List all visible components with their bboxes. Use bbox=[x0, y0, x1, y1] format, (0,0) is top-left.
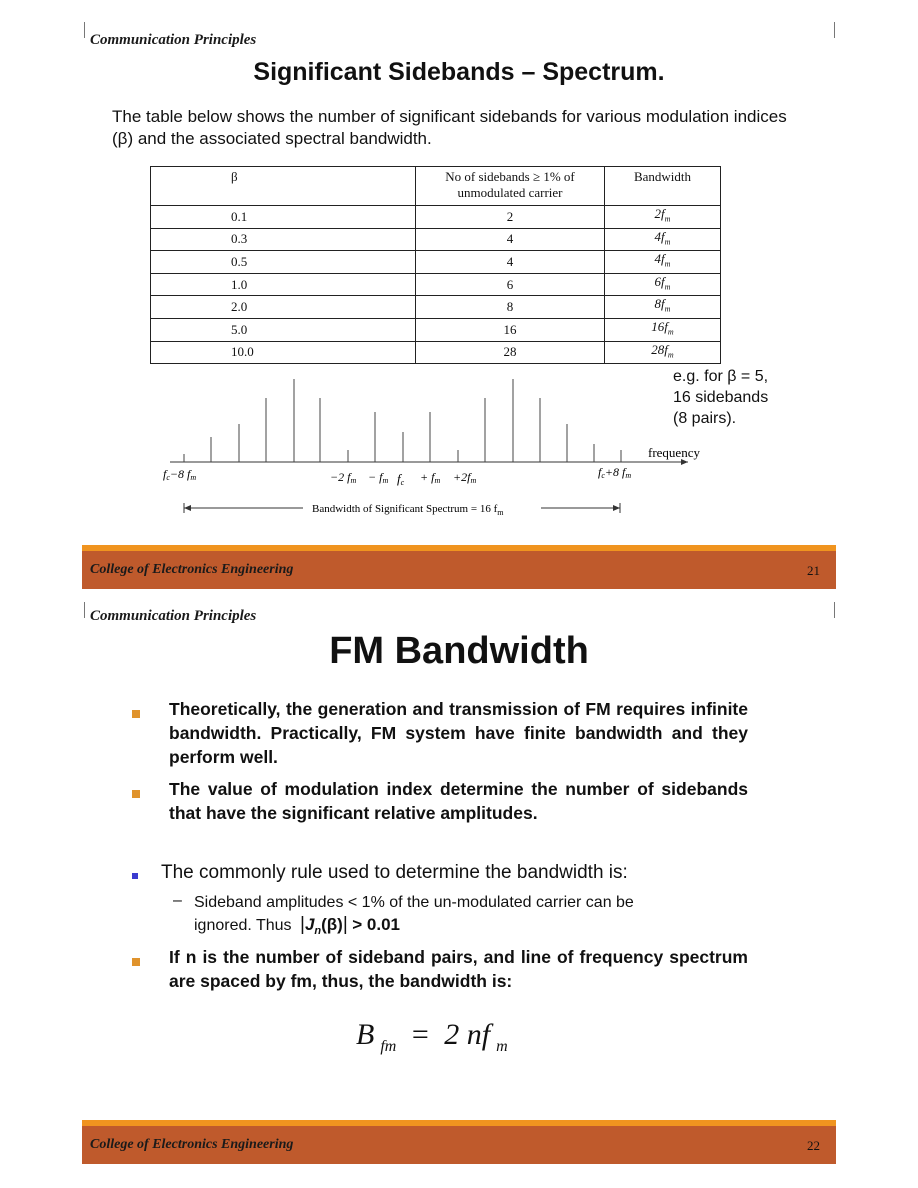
header-bandwidth: Bandwidth bbox=[605, 167, 721, 206]
eq-rhs-sub: m bbox=[496, 1038, 508, 1055]
bessel-subscript: n bbox=[314, 925, 322, 938]
cell-sidebands: 28 bbox=[416, 341, 605, 364]
bandwidth-label: Bandwidth of Significant Spectrum = 16 $f_m$ bbox=[312, 503, 504, 517]
header-corner-left bbox=[84, 602, 85, 618]
abs-bar-right: | bbox=[342, 914, 348, 935]
cell-sidebands: 6 bbox=[416, 273, 605, 296]
bandwidth-value: 4f bbox=[654, 251, 665, 267]
header-sidebands: No of sidebands ≥ 1% of unmodulated carrier bbox=[416, 167, 605, 206]
rule-intro: The commonly rule used to determine the bandwidth is: bbox=[161, 862, 628, 883]
cell-beta: 1.0 bbox=[151, 273, 416, 296]
eq-op: = bbox=[411, 1018, 429, 1051]
note-line: (8 pairs). bbox=[673, 410, 737, 427]
bandwidth-arrow-left-head bbox=[184, 505, 191, 511]
bullet-marker bbox=[132, 867, 146, 881]
header-corner-right bbox=[834, 602, 835, 618]
mid-label-plus1: + fm bbox=[420, 470, 441, 485]
cell-sidebands: 4 bbox=[416, 228, 605, 251]
left-edge-label: fc−8 fm bbox=[163, 467, 197, 482]
page-number: 21 bbox=[807, 563, 820, 578]
footer-college: College of Electronics Engineering bbox=[90, 1137, 294, 1152]
intro-text: The table below shows the number of significant sidebands for various modulation indices (β) and the associated spectral bandwidth. bbox=[112, 107, 787, 148]
cell-sidebands: 16 bbox=[416, 318, 605, 341]
bandwidth-value: 6f bbox=[654, 273, 665, 289]
header-beta: β bbox=[151, 167, 416, 206]
bandwidth-arrow-right-head bbox=[613, 505, 620, 511]
bullet-text: The value of modulation index determine the number of sidebands that have the significant relative amplitudes. bbox=[169, 779, 748, 823]
bandwidth-subscript: m bbox=[664, 259, 671, 269]
slide-header: Communication Principles bbox=[90, 608, 257, 624]
mid-label-plus2: +2fm bbox=[453, 470, 477, 485]
eq-lhs-sub: fm bbox=[380, 1038, 397, 1055]
cell-beta: 0.1 bbox=[151, 206, 416, 229]
bullet-text: If n is the number of sideband pairs, and line of frequency spectrum are spaced by fm, thus, the bandwidth is: bbox=[169, 947, 748, 991]
slide-title: Significant Sidebands – Spectrum. bbox=[253, 58, 665, 86]
cell-beta: 10.0 bbox=[151, 341, 416, 364]
bandwidth-subscript: m bbox=[667, 350, 674, 360]
right-edge-label: fc+8 fm bbox=[598, 465, 632, 480]
bandwidth-value: 8f bbox=[654, 296, 665, 312]
frequency-label: frequency bbox=[648, 445, 700, 460]
note-line: e.g. for β = 5, bbox=[673, 368, 769, 385]
slide-footer bbox=[82, 1120, 836, 1164]
sub-bullet-text: Sideband amplitudes < 1% of the un-modulated carrier can be bbox=[194, 894, 634, 911]
bandwidth-value: 28f bbox=[651, 341, 668, 357]
slide-22 bbox=[0, 594, 918, 1188]
note-line: 16 sidebands bbox=[673, 389, 769, 406]
bullet-square-icon bbox=[132, 790, 140, 798]
bullet-marker bbox=[132, 704, 146, 718]
bandwidth-value: 2f bbox=[654, 206, 665, 221]
bandwidth-subscript: m bbox=[664, 214, 671, 224]
cell-sidebands: 4 bbox=[416, 251, 605, 274]
mid-label-minus2: −2 fm bbox=[330, 470, 357, 485]
bandwidth-subscript: m bbox=[664, 282, 671, 292]
cell-beta: 5.0 bbox=[151, 318, 416, 341]
cell-beta: 0.3 bbox=[151, 228, 416, 251]
cell-beta: 0.5 bbox=[151, 251, 416, 274]
slide-footer bbox=[82, 545, 836, 589]
carrier-label: fc bbox=[397, 471, 405, 487]
spectral-lines bbox=[184, 379, 621, 462]
bullet-square-icon bbox=[132, 958, 140, 966]
page-number: 22 bbox=[807, 1138, 820, 1153]
bullet-square-icon bbox=[132, 710, 140, 718]
bullet-text: Theoretically, the generation and transmission of FM requires infinite bandwidth. Practically, FM system have finite bandwidth and they perform well. bbox=[169, 699, 748, 767]
bessel-argument: (β) bbox=[321, 915, 343, 934]
bandwidth-value: 16f bbox=[651, 318, 668, 334]
bandwidth-subscript: m bbox=[664, 237, 671, 247]
eq-lhs: B bbox=[356, 1018, 375, 1051]
bandwidth-equation bbox=[356, 1018, 508, 1056]
bandwidth-subscript: m bbox=[667, 327, 674, 337]
bessel-function: J bbox=[304, 915, 315, 934]
sub-bullet bbox=[194, 892, 634, 942]
cell-sidebands: 8 bbox=[416, 296, 605, 319]
eq-rhs: 2 nf bbox=[444, 1018, 491, 1051]
sub-bullet-dash: – bbox=[173, 892, 182, 909]
slide-title: FM Bandwidth bbox=[329, 630, 589, 672]
footer-college: College of Electronics Engineering bbox=[90, 562, 294, 577]
bullet-square-icon bbox=[132, 873, 138, 879]
slide-header: Communication Principles bbox=[90, 32, 257, 48]
sub-bullet-text-2: ignored. Thus bbox=[194, 917, 292, 934]
bullet-marker bbox=[132, 952, 146, 966]
sub-bullet-line2 bbox=[194, 914, 634, 942]
cell-beta: 2.0 bbox=[151, 296, 416, 319]
cell-sidebands: 2 bbox=[416, 206, 605, 229]
abs-bar-left: | bbox=[300, 914, 305, 935]
bandwidth-value: 4f bbox=[654, 228, 665, 244]
bullet-marker bbox=[132, 784, 146, 798]
condition-value: > 0.01 bbox=[352, 915, 400, 934]
mid-label-minus1: − fm bbox=[368, 470, 389, 485]
bandwidth-subscript: m bbox=[664, 304, 671, 314]
